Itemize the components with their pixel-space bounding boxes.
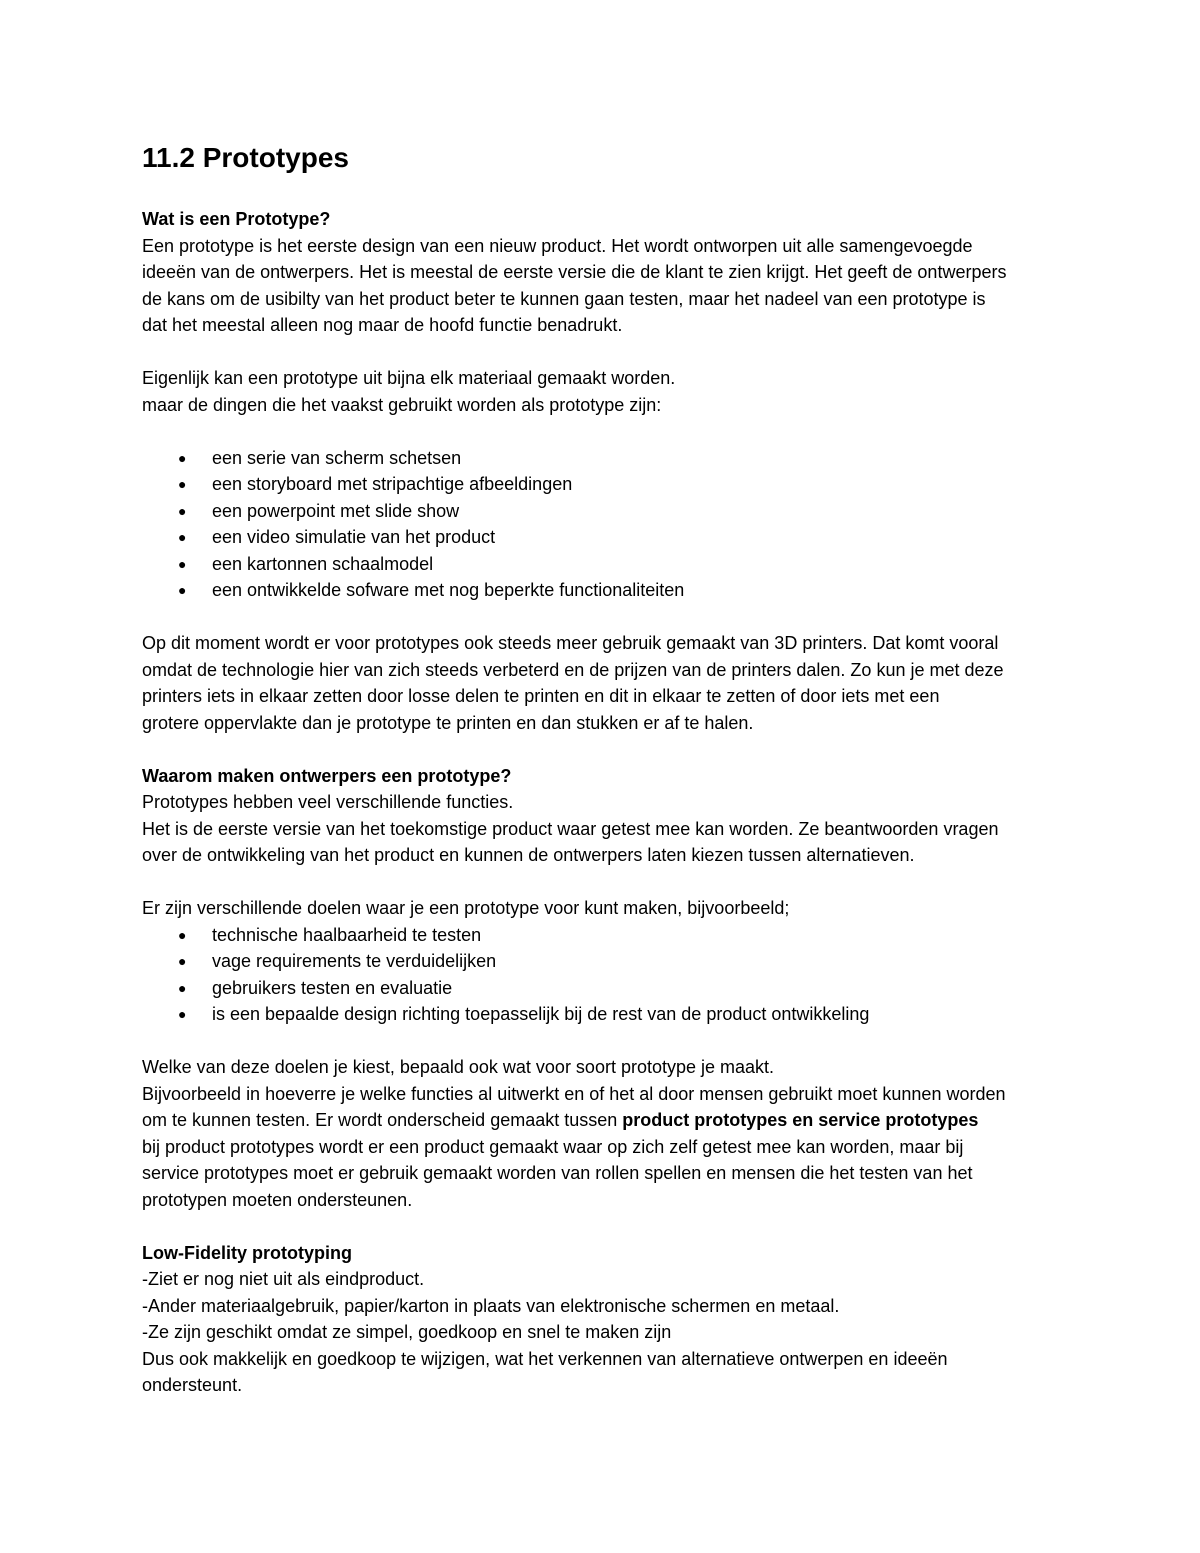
document-page: [142, 140, 1072, 1399]
paragraph-line: maar de dingen die het vaakst gebruikt worden als prototype zijn:: [142, 394, 662, 415]
materials-list: [142, 445, 1072, 604]
bullet-icon: ●: [178, 953, 187, 969]
paragraph-line: prototypen moeten ondersteunen.: [142, 1189, 413, 1210]
heading-waarom-prototype: Waarom maken ontwerpers een prototype?: [142, 765, 512, 786]
paragraph-line: Er zijn verschillende doelen waar je een prototype voor kunt maken, bijvoorbeeld;: [142, 898, 790, 918]
list-item: ● vage requirements te verduidelijken: [142, 948, 1072, 975]
list-item: ● een kartonnen schaalmodel: [142, 551, 1072, 578]
paragraph-line: ondersteunt.: [142, 1375, 243, 1395]
list-item: ● is een bepaalde design richting toepasselijk bij de rest van de product ontwikkeling: [142, 1001, 1072, 1028]
bold-phrase: product prototypes en service prototypes: [622, 1110, 979, 1130]
paragraph-line: Een prototype is het eerste design van een nieuw product. Het wordt ontworpen uit alle samengevoegde: [142, 235, 973, 256]
paragraph-line: service prototypes moet er gebruik gemaakt worden van rollen spellen en mensen die het testen van het: [142, 1163, 973, 1183]
bullet-icon: ●: [178, 979, 187, 996]
paragraph-line: Op dit moment wordt er voor prototypes ook steeds meer gebruik gemaakt van 3D printers. Dat komt vooral: [142, 633, 999, 653]
bullet-icon: ●: [178, 555, 187, 572]
spacer: [142, 339, 1072, 366]
paragraph-line: omdat de technologie hier van zich steeds verbeterd en de prijzen van de printers dalen. Zo kun je met deze: [142, 659, 1004, 680]
list-item: ● een ontwikkelde sofware met nog beperkte functionaliteiten: [142, 577, 1072, 604]
bullet-icon: ●: [178, 502, 187, 519]
bullet-icon: ●: [178, 476, 187, 492]
paragraph-line: Eigenlijk kan een prototype uit bijna elk materiaal gemaakt worden.: [142, 368, 676, 388]
paragraph-line: grotere oppervlakte dan je prototype te printen en dan stukken er af te halen.: [142, 712, 754, 733]
paragraph-line: dat het meestal alleen nog maar de hoofd functie benadrukt.: [142, 315, 623, 335]
paragraph-line: over de ontwikkeling van het product en kunnen de ontwerpers laten kiezen tussen alternatieven.: [142, 845, 915, 865]
heading-low-fidelity: Low-Fidelity prototyping: [142, 1242, 352, 1263]
list-item: ● een storyboard met stripachtige afbeeldingen: [142, 471, 1072, 498]
spacer: [142, 869, 1072, 896]
paragraph-line: -Ziet er nog niet uit als eindproduct.: [142, 1269, 425, 1289]
paragraph-line: -Ze zijn geschikt omdat ze simpel, goedkoop en snel te maken zijn: [142, 1322, 672, 1342]
paragraph-line: Welke van deze doelen je kiest, bepaald ook wat voor soort prototype je maakt.: [142, 1057, 775, 1077]
paragraph-line: bij product prototypes wordt er een product gemaakt waar op zich zelf getest mee kan worden, maar bij: [142, 1136, 964, 1157]
paragraph-line: om te kunnen testen. Er wordt onderscheid gemaakt tussen product prototypes en service prototypes: [142, 1110, 979, 1130]
spacer: [142, 1028, 1072, 1055]
bullet-icon: ●: [178, 926, 187, 943]
paragraph-line: de kans om de usibilty van het product beter te kunnen gaan testen, maar het nadeel van een prototype is: [142, 288, 986, 309]
paragraph-line: Dus ook makkelijk en goedkoop te wijzigen, wat het verkennen van alternatieve ontwerpen en ideeën: [142, 1348, 948, 1369]
list-item: ● technische haalbaarheid te testen: [142, 922, 1072, 949]
spacer: [142, 1213, 1072, 1240]
paragraph-line: Prototypes hebben veel verschillende functies.: [142, 792, 514, 812]
spacer: [142, 604, 1072, 631]
goals-list: [142, 922, 1072, 1028]
paragraph-line: ideeën van de ontwerpers. Het is meestal de eerste versie die de klant te zien krijgt. Het geeft de ontwerpers: [142, 262, 1007, 282]
list-item: ● een video simulatie van het product: [142, 524, 1072, 551]
list-item: ● een serie van scherm schetsen: [142, 445, 1072, 472]
list-item: ● een powerpoint met slide show: [142, 498, 1072, 525]
heading-wat-is-prototype: Wat is een Prototype?: [142, 209, 331, 229]
bullet-icon: ●: [178, 449, 187, 466]
paragraph-line: Het is de eerste versie van het toekomstige product waar getest mee kan worden. Ze beantwoorden vragen: [142, 818, 999, 839]
page-title: 11.2 Prototypes: [142, 142, 349, 173]
paragraph-line: Bijvoorbeeld in hoeverre je welke functies al uitwerkt en of het al door mensen gebruikt moet kunnen worden: [142, 1083, 1006, 1104]
paragraph-line: printers iets in elkaar zetten door losse delen te printen en dit in elkaar te zetten of door iets met een: [142, 686, 940, 706]
paragraph-line: -Ander materiaalgebruik, papier/karton in plaats van elektronische schermen en metaal.: [142, 1295, 840, 1316]
spacer: [142, 418, 1072, 445]
bullet-icon: ●: [178, 1006, 187, 1022]
list-item: ● gebruikers testen en evaluatie: [142, 975, 1072, 1002]
bullet-icon: ●: [178, 582, 187, 598]
spacer: [142, 736, 1072, 763]
bullet-icon: ●: [178, 529, 187, 545]
